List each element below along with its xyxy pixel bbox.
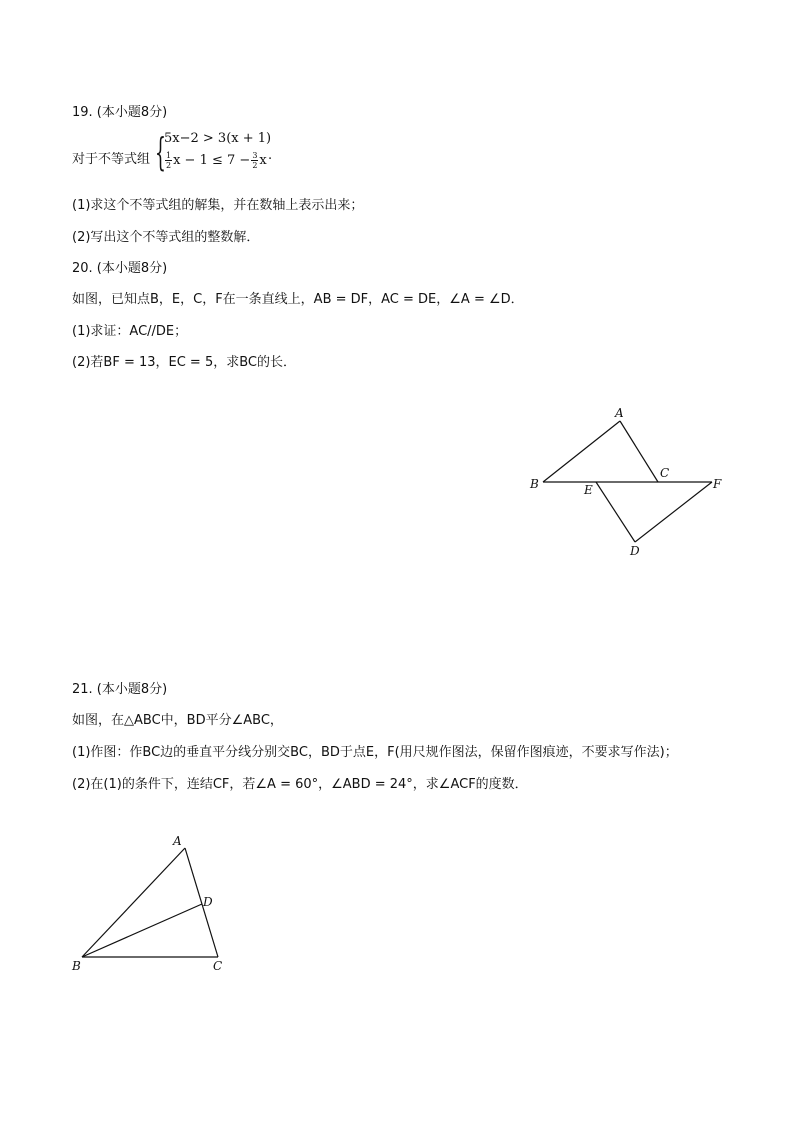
label-A: A [173, 834, 182, 848]
q21-part2: (2)在(1)的条件下，连结CF，若∠A = 60°，∠ABD = 24°，求∠ACF的度数． [72, 777, 528, 792]
q20-part1: (1)求证：AC//DE； [72, 324, 188, 339]
segment-ED [596, 482, 635, 542]
fraction-3-2: $\frac{3}{2}$ [252, 151, 258, 170]
segment-DF [635, 482, 712, 542]
q20-stem: 如图，已知点B，E，C，F在一条直线上，AB = DF，AC = DE，∠A = ∠D． [72, 292, 524, 307]
label-D: D [630, 544, 640, 558]
label-C: C [660, 466, 670, 480]
label-C: C [213, 959, 223, 973]
segment-AB [543, 421, 620, 482]
q19-part1: (1)求这个不等式组的解集，并在数轴上表示出来； [72, 198, 364, 213]
fraction-1-2: $\frac{1}{2}$ [166, 151, 172, 170]
q20-header: 20. (本小题8分) [72, 261, 168, 276]
q20-figure [520, 400, 740, 565]
q21-stem: 如图，在△ABC中，BD平分∠ABC， [72, 713, 283, 728]
inequality-1: 5x−2 > 3(x + 1) [164, 131, 272, 146]
label-A: A [615, 406, 624, 420]
label-D: D [203, 895, 213, 909]
segment-AB [82, 848, 185, 957]
system-lead-text: 对于不等式组 [72, 152, 151, 167]
label-E: E [584, 483, 593, 497]
q19-part2: (2)写出这个不等式组的整数解． [72, 230, 260, 245]
label-B: B [530, 477, 539, 491]
segment-BD [82, 904, 202, 957]
label-B: B [72, 959, 81, 973]
segment-AC [185, 848, 218, 957]
q21-header: 21. (本小题8分) [72, 682, 168, 697]
system-brace: { [155, 130, 166, 174]
system-end-period: . [268, 148, 273, 163]
q21-figure [60, 830, 240, 975]
q21-part1: (1)作图：作BC边的垂直平分线分别交BC，BD于点E，F(用尺规作图法，保留作图痕迹，不要求写作法)； [72, 745, 678, 760]
label-F: F [713, 477, 722, 491]
q19-header: 19. (本小题8分) [72, 105, 168, 120]
segment-AC [620, 421, 658, 482]
inequality-2: $\frac{1}{2}$ x − 1 ≤ 7 − $\frac{3}{2}$ x [166, 151, 267, 170]
q20-part2: (2)若BF = 13，EC = 5，求BC的长． [72, 355, 296, 370]
